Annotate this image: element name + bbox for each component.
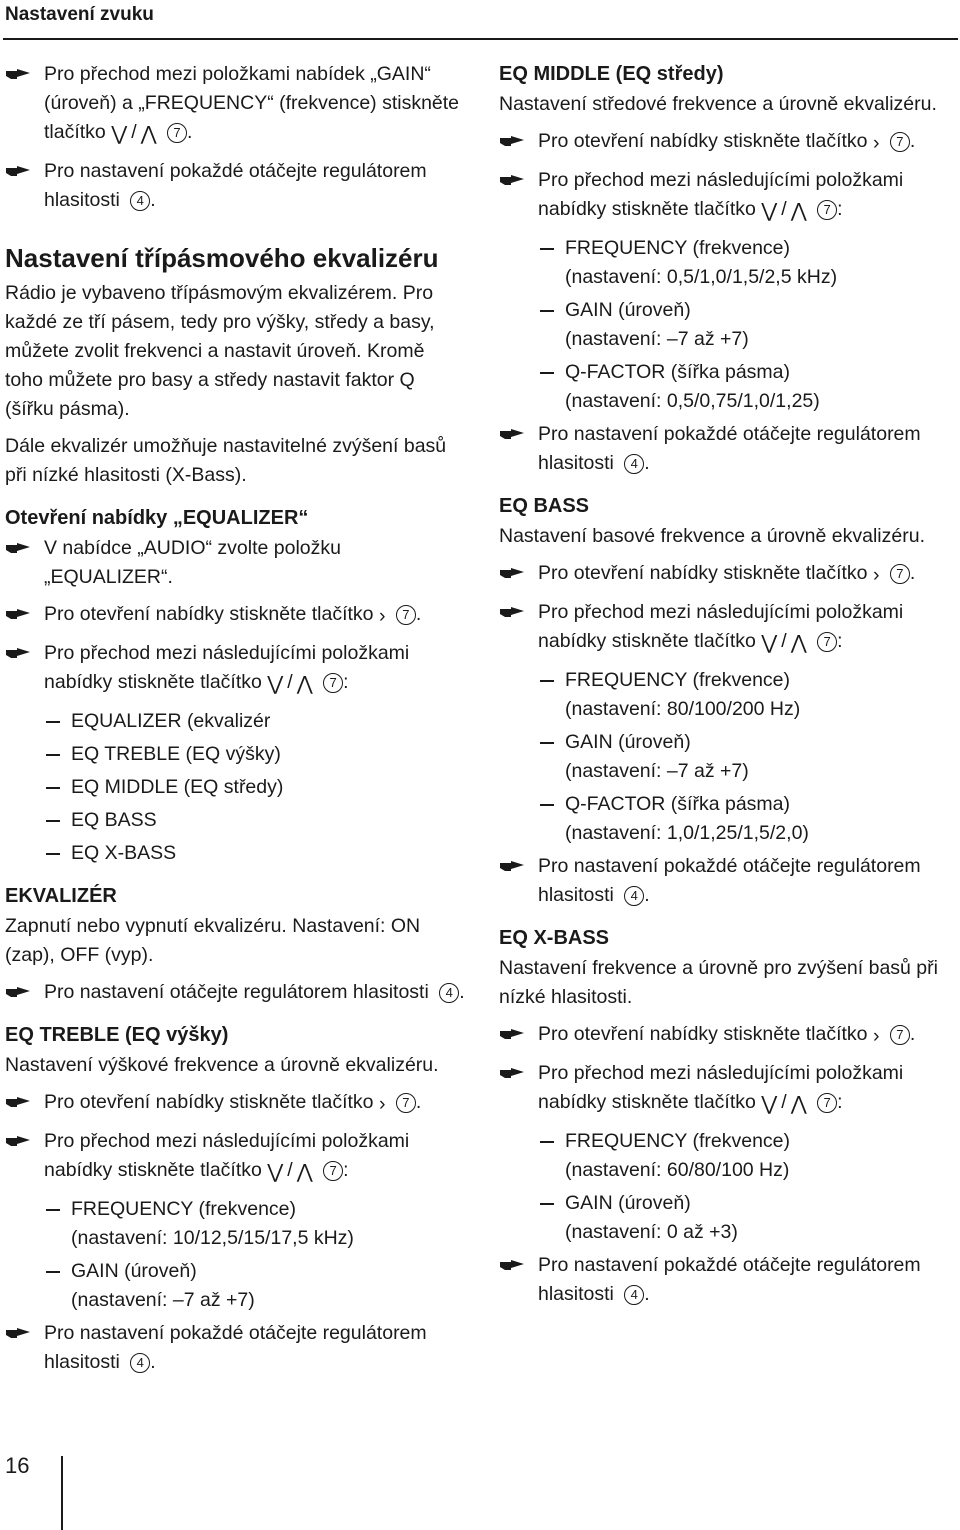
section-heading: Nastavení třípásmového ekvalizéru [5, 243, 439, 273]
pointing-hand-icon [499, 859, 525, 873]
instruction-item [5, 1088, 465, 1119]
instruction-end: . [644, 1283, 650, 1305]
instruction-text: Pro přechod mezi následujícími položkami nabídky stiskněte tlačítko [538, 169, 904, 220]
setting-list-item [499, 234, 959, 292]
setting-range: (nastavení: 10/12,5/15/17,5 kHz) [71, 1227, 354, 1249]
subsection-heading: EQ TREBLE (EQ výšky) [5, 1024, 229, 1046]
page-section-title: Nastavení zvuku [5, 4, 154, 25]
instruction-text: Pro přechod mezi následujícími položkami nabídky stiskněte tlačítko [538, 601, 904, 652]
instruction-end: . [187, 121, 193, 143]
subsection-heading: EQ BASS [499, 495, 590, 517]
instruction-text: Pro přechod mezi následujícími položkami nabídky stiskněte tlačítko [44, 642, 410, 693]
instruction-end: . [644, 884, 650, 906]
setting-name: FREQUENCY (frekvence) [565, 669, 791, 691]
instruction-text: Pro nastavení otáčejte regulátorem hlasitosti [44, 981, 429, 1003]
control-number-badge: 7 [817, 632, 837, 652]
pointing-hand-icon [5, 646, 31, 660]
control-number-badge: 7 [890, 1025, 910, 1045]
up-button-icon: ⋀ [140, 123, 157, 145]
pointing-hand-icon [5, 541, 31, 555]
setting-list-item [499, 666, 959, 724]
instruction-text: Pro nastavení pokaždé otáčejte regulátorem hlasitosti [538, 423, 921, 474]
instruction-item [499, 852, 959, 910]
setting-name: FREQUENCY (frekvence) [565, 237, 791, 259]
control-number-badge: 4 [624, 886, 644, 906]
subsection-heading: EQ MIDDLE (EQ středy) [499, 63, 724, 85]
pointing-hand-icon [499, 427, 525, 441]
instruction-item [5, 534, 465, 592]
setting-range: (nastavení: 0,5/0,75/1,0/1,25) [565, 390, 820, 412]
instruction-item [5, 1319, 465, 1377]
down-button-icon: ⋁ [761, 1093, 778, 1115]
subsection-heading: Otevření nabídky „EQUALIZER“ [5, 507, 309, 529]
down-button-icon: ⋁ [111, 123, 128, 145]
setting-name: Q-FACTOR (šířka pásma) [565, 361, 791, 383]
up-button-icon: ⋀ [790, 200, 807, 222]
control-number-badge: 4 [130, 1353, 150, 1373]
setting-range: (nastavení: 1,0/1,25/1,5/2,0) [565, 822, 809, 844]
setting-list-item [499, 790, 959, 848]
paragraph: Zapnutí nebo vypnutí ekvalizéru. Nastavení: ON (zap), OFF (vyp). [5, 915, 421, 966]
instruction-item: Pro přechod mezi následujícími položkami nabídky stiskněte tlačítko ⋁ / ⋀ 7 : [5, 1127, 465, 1187]
pointing-hand-icon [499, 1027, 525, 1041]
instruction-text: Pro nastavení pokaždé otáčejte regulátorem hlasitosti [44, 1322, 427, 1373]
instruction-text: Pro přechod mezi následujícími položkami nabídky stiskněte tlačítko [538, 1062, 904, 1113]
instruction-end: . [415, 603, 422, 625]
instruction-end: . [150, 189, 156, 211]
control-number-badge: 4 [130, 191, 150, 211]
paragraph: Nastavení středové frekvence a úrovně ekvalizéru. [499, 93, 937, 115]
setting-name: GAIN (úroveň) [565, 1192, 691, 1214]
setting-list-item [499, 728, 959, 786]
instruction-item [5, 157, 465, 215]
paragraph: Nastavení frekvence a úrovně pro zvýšení basů při nízké hlasitosti. [499, 957, 938, 1008]
setting-name: GAIN (úroveň) [565, 299, 691, 321]
up-button-icon: ⋀ [790, 632, 807, 654]
down-button-icon: ⋁ [267, 1161, 284, 1183]
instruction-end: : [837, 630, 843, 652]
instruction-item: Pro přechod mezi položkami nabídek „GAIN“ (úroveň) a „FREQUENCY“ (frekvence) stiskněte tlačítko ⋁ / ⋀ 7 . [5, 60, 465, 149]
down-button-icon: ⋁ [267, 673, 284, 695]
instruction-end: . [909, 130, 916, 152]
up-button-icon: ⋀ [296, 1161, 313, 1183]
instruction-text: Pro nastavení pokaždé otáčejte regulátorem hlasitosti [44, 160, 427, 211]
setting-range: (nastavení: –7 až +7) [565, 760, 749, 782]
setting-list-item [499, 1127, 959, 1185]
menu-list-item: EQ TREBLE (EQ výšky) [5, 740, 465, 769]
pointing-hand-icon [5, 607, 31, 621]
menu-list-item: EQ X-BASS [5, 839, 465, 868]
pointing-hand-icon [5, 67, 31, 81]
header-divider [3, 38, 958, 40]
pointing-hand-icon [499, 134, 525, 148]
control-number-badge: 4 [624, 454, 644, 474]
setting-range: (nastavení: –7 až +7) [71, 1289, 255, 1311]
instruction-item: Pro přechod mezi následujícími položkami nabídky stiskněte tlačítko ⋁ / ⋀ 7 : [499, 598, 959, 658]
setting-range: (nastavení: 0 až +3) [565, 1221, 738, 1243]
up-button-icon: ⋀ [296, 673, 313, 695]
control-number-badge: 7 [396, 605, 416, 625]
control-number-badge: 4 [624, 1285, 644, 1305]
pointing-hand-icon [499, 1258, 525, 1272]
instruction-text: Pro otevření nabídky stiskněte tlačítko [538, 130, 868, 152]
pointing-hand-icon [499, 605, 525, 619]
right-button-icon: › [378, 605, 386, 627]
up-button-icon: ⋀ [790, 1093, 807, 1115]
instruction-item: Pro přechod mezi následujícími položkami nabídky stiskněte tlačítko ⋁ / ⋀ 7 : [499, 166, 959, 226]
down-button-icon: ⋁ [761, 632, 778, 654]
setting-name: GAIN (úroveň) [71, 1260, 197, 1282]
setting-list-item [5, 1195, 465, 1253]
control-number-badge: 4 [439, 983, 459, 1003]
control-number-badge: 7 [817, 1093, 837, 1113]
left-column [5, 60, 465, 1385]
subsection-heading: EQ X-BASS [499, 927, 610, 949]
setting-name: GAIN (úroveň) [565, 731, 691, 753]
instruction-end: . [909, 1023, 916, 1045]
instruction-text: Pro otevření nabídky stiskněte tlačítko [44, 603, 374, 625]
instruction-end: : [837, 1091, 843, 1113]
instruction-text: V nabídce „AUDIO“ zvolte položku „EQUALIZER“. [44, 537, 341, 588]
setting-range: (nastavení: 60/80/100 Hz) [565, 1159, 790, 1181]
control-number-badge: 7 [323, 673, 343, 693]
instruction-end: . [909, 562, 916, 584]
control-number-badge: 7 [167, 123, 187, 143]
instruction-end: : [837, 198, 843, 220]
pointing-hand-icon [5, 1326, 31, 1340]
setting-list-item [5, 1257, 465, 1315]
right-button-icon: › [872, 564, 880, 586]
instruction-text: Pro přechod mezi následujícími položkami nabídky stiskněte tlačítko [44, 1130, 410, 1181]
right-button-icon: › [378, 1093, 386, 1115]
instruction-end: : [343, 1159, 349, 1181]
instruction-end: . [150, 1351, 156, 1373]
menu-list-item: EQUALIZER (ekvalizér [5, 707, 465, 736]
pointing-hand-icon [5, 1134, 31, 1148]
setting-range: (nastavení: 80/100/200 Hz) [565, 698, 801, 720]
pointing-hand-icon [499, 566, 525, 580]
pointing-hand-icon [5, 1095, 31, 1109]
instruction-text: Pro otevření nabídky stiskněte tlačítko [538, 562, 868, 584]
right-button-icon: › [872, 132, 880, 154]
setting-name: FREQUENCY (frekvence) [565, 1130, 791, 1152]
pointing-hand-icon [5, 985, 31, 999]
paragraph: Rádio je vybaveno třípásmovým ekvalizérem. Pro každé ze tří pásem, tedy pro výšky, středy a basy, můžete zvolit frekvenci a nastavit úroveň. Kromě toho můžete pro basy a středy nastavit faktor Q (šířku pásma). [5, 282, 435, 420]
subsection-heading: EKVALIZÉR [5, 885, 117, 907]
instruction-item [499, 420, 959, 478]
down-button-icon: ⋁ [761, 200, 778, 222]
pointing-hand-icon [499, 173, 525, 187]
instruction-text: Pro přechod mezi položkami nabídek „GAIN“ (úroveň) a „FREQUENCY“ (frekvence) stiskněte tlačítko [44, 63, 460, 143]
menu-list-item: EQ BASS [5, 806, 465, 835]
pointing-hand-icon [5, 164, 31, 178]
setting-name: Q-FACTOR (šířka pásma) [565, 793, 791, 815]
setting-list-item [499, 296, 959, 354]
menu-list-item: EQ MIDDLE (EQ středy) [5, 773, 465, 802]
setting-name: FREQUENCY (frekvence) [71, 1198, 297, 1220]
paragraph: Nastavení basové frekvence a úrovně ekvalizéru. [499, 525, 925, 547]
instruction-item: Pro přechod mezi následujícími položkami nabídky stiskněte tlačítko ⋁ / ⋀ 7 : [499, 1059, 959, 1119]
control-number-badge: 7 [817, 200, 837, 220]
instruction-end: . [415, 1091, 422, 1113]
control-number-badge: 7 [396, 1093, 416, 1113]
instruction-item [499, 1020, 959, 1051]
instruction-item [5, 600, 465, 631]
page-number: 16 [5, 1453, 30, 1478]
setting-list-item [499, 358, 959, 416]
setting-list-item [499, 1189, 959, 1247]
instruction-item: Pro přechod mezi následujícími položkami nabídky stiskněte tlačítko ⋁ / ⋀ 7 : [5, 639, 465, 699]
setting-range: (nastavení: –7 až +7) [565, 328, 749, 350]
instruction-text: Pro nastavení pokaždé otáčejte regulátorem hlasitosti [538, 855, 921, 906]
pointing-hand-icon [499, 1066, 525, 1080]
control-number-badge: 7 [323, 1161, 343, 1181]
instruction-text: Pro otevření nabídky stiskněte tlačítko [44, 1091, 374, 1113]
right-button-icon: › [872, 1025, 880, 1047]
instruction-item [499, 559, 959, 590]
setting-range: (nastavení: 0,5/1,0/1,5/2,5 kHz) [565, 266, 838, 288]
instruction-item [499, 1251, 959, 1309]
right-column [499, 60, 959, 1317]
instruction-text: Pro otevření nabídky stiskněte tlačítko [538, 1023, 868, 1045]
instruction-text: Pro nastavení pokaždé otáčejte regulátorem hlasitosti [538, 1254, 921, 1305]
instruction-end: . [644, 452, 650, 474]
instruction-end: . [459, 981, 465, 1003]
instruction-item [5, 978, 465, 1007]
paragraph: Dále ekvalizér umožňuje nastavitelné zvýšení basů při nízké hlasitosti (X-Bass). [5, 435, 447, 486]
paragraph: Nastavení výškové frekvence a úrovně ekvalizéru. [5, 1054, 439, 1076]
control-number-badge: 7 [890, 132, 910, 152]
footer-divider [61, 1456, 63, 1530]
control-number-badge: 7 [890, 564, 910, 584]
instruction-item [499, 127, 959, 158]
instruction-end: : [343, 671, 349, 693]
